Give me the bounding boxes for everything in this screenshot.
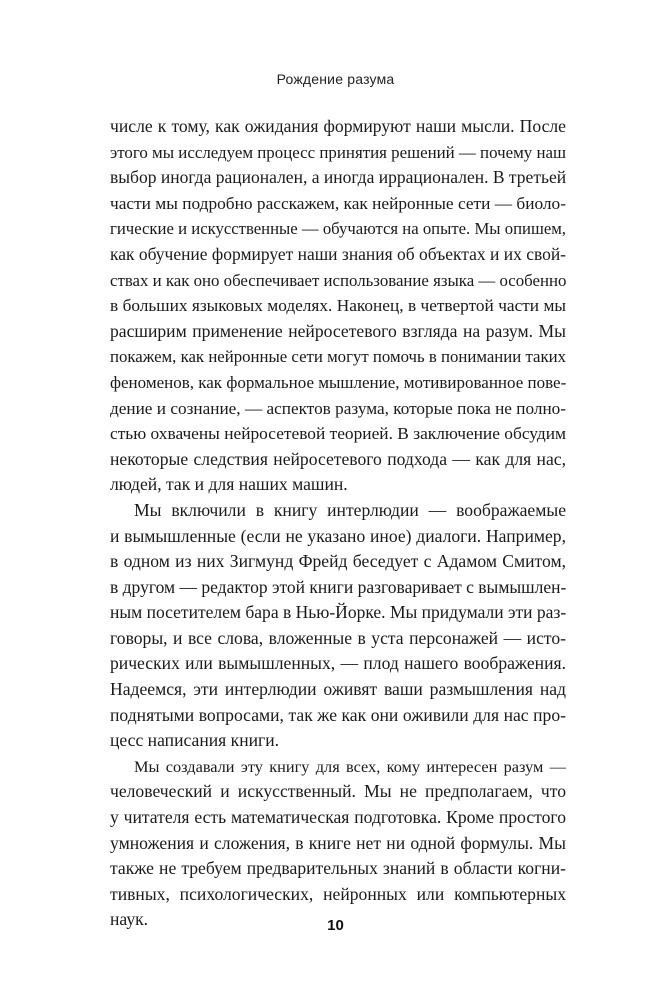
text-line: цесс написания книги.: [110, 730, 280, 751]
text-line: Мы создавали эту книгу для всех, кому интересен разум —: [134, 756, 566, 776]
text-line: Надеемся, эти интерлюдии оживят ваши размышления над: [110, 679, 566, 700]
paragraph: [110, 498, 566, 754]
page-number: 10: [327, 917, 344, 934]
text-line: этого мы исследуем процесс принятия решений — почему наш: [110, 142, 566, 162]
text-line: тивных, психологических, нейронных или компьютерных: [110, 883, 566, 904]
text-line: также не требуем предварительных знаний в области когни-: [110, 858, 566, 879]
text-line: человеческий и искусственный. Мы не предполагаем, что: [110, 781, 566, 802]
text-line: феноменов, как формальное мышление, мотивированное пове-: [110, 372, 567, 392]
text-line: и вымышленные (если не указано иное) диалоги. Например,: [110, 525, 566, 546]
text-line: покажем, как нейронные сети могут помочь в понимании таких: [110, 347, 566, 367]
text-line: в другом — редактор этой книги разговаривает с вымышлен-: [110, 576, 567, 597]
text-line: в одном из них Зигмунд Фрейд беседует с Адамом Смитом,: [110, 551, 566, 572]
text-line: ствах и как оно обеспечивает использование языка — особенно: [110, 270, 567, 290]
text-line: в больших языковых моделях. Наконец, в четвертой части мы: [110, 296, 566, 316]
text-line: дение и сознание, — аспектов разума, которые пока не полно-: [110, 398, 566, 418]
text-line: рических или вымышленных, — плод нашего воображения.: [110, 653, 566, 674]
text-line: части мы подробно расскажем, как нейронные сети — биоло-: [110, 193, 566, 213]
text-line: умножения и сложения, в книге нет ни одной формулы. Мы: [110, 832, 566, 853]
body-text: [110, 114, 566, 933]
text-line: говоры, и все слова, вложенные в уста персонажей — исто-: [110, 627, 566, 648]
text-line: как обучение формирует наши знания об объектах и их свой-: [110, 243, 566, 264]
paragraph: [110, 114, 566, 498]
text-line: наук.: [110, 909, 149, 930]
text-line: людей, так и для наших машин.: [110, 474, 348, 495]
text-line: Мы включили в книгу интерлюдии — воображаемые: [134, 499, 566, 520]
text-line: гические и искусственные — обучаются на опыте. Мы опишем,: [110, 219, 566, 239]
text-line: числе к тому, как ожидания формируют наши мысли. После: [110, 116, 566, 136]
text-line: у читателя есть математическая подготовка. Кроме простого: [110, 807, 566, 828]
text-line: расширим применение нейросетевого взгляда на разум. Мы: [110, 320, 566, 341]
paragraph: [110, 754, 566, 933]
text-line: некоторые следствия нейросетевого подхода — как для нас,: [110, 448, 566, 469]
text-line: ным посетителем бара в Нью-Йорке. Мы придумали эти раз-: [110, 602, 567, 623]
text-line: выбор иногда рационален, а иногда иррационален. В третьей: [110, 167, 567, 188]
running-head: Рождение разума: [276, 71, 395, 87]
text-line: стью охвачены нейросетевой теорией. В заключение обсудим: [110, 424, 566, 444]
text-line: поднятыми вопросами, так же как они оживили для нас про-: [110, 704, 566, 725]
